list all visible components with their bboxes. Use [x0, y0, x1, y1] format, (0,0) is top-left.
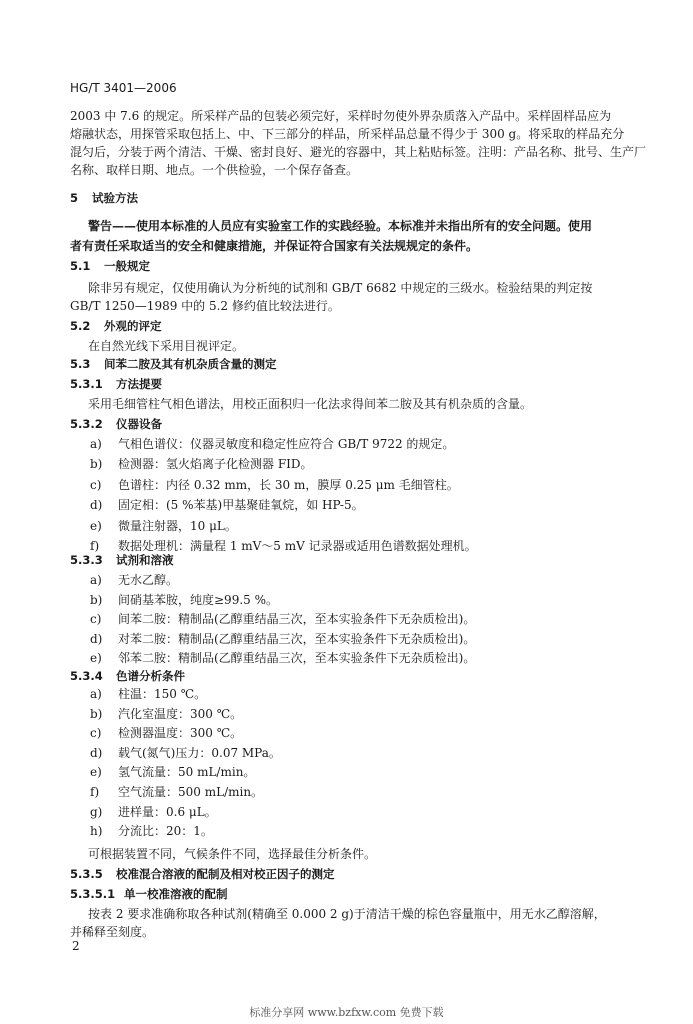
- reagent-item-label: d): [90, 631, 103, 646]
- condition-item-text: 载气(氮气)压力：0.07 MPa。: [118, 745, 281, 760]
- reagent-item-label: e): [90, 651, 102, 666]
- section-5-3-title: 间苯二胺及其有机杂质含量的测定: [104, 357, 277, 371]
- condition-item-label: b): [90, 706, 103, 721]
- intro-line-1: 2003 中 7.6 的规定。所采样产品的包装必须完好，采样时勿使外界杂质落入产品中。采样固样品应为: [70, 109, 612, 123]
- condition-item-label: c): [90, 726, 102, 741]
- condition-item-text: 柱温：150 ℃。: [118, 687, 207, 701]
- condition-item-label: f): [90, 785, 100, 799]
- equipment-item-label: c): [90, 477, 102, 492]
- condition-item-text: 分流比：20：1。: [118, 824, 213, 839]
- reagent-item-text: 邻苯二胺：精制品(乙醇重结晶三次，至本实验条件下无杂质检出)。: [118, 651, 476, 666]
- section-5-3-5-1-text-2: 并稀释至刻度。: [70, 925, 155, 939]
- intro-line-4: 名称、取样日期、地点。一个供检验，一个保存备查。: [70, 163, 359, 177]
- equipment-item-text: 色谱柱：内径 0.32 mm，长 30 m，膜厚 0.25 μm 毛细管柱。: [118, 477, 459, 492]
- section-5-number: 5: [70, 191, 79, 205]
- section-5-title: 试验方法: [92, 191, 138, 205]
- reagent-item-text: 无水乙醇。: [118, 573, 179, 587]
- reagent-item-label: a): [90, 573, 102, 587]
- section-5-3-1-text: 采用毛细管柱气相色谱法，用校正面积归一化法求得间苯二胺及其有机杂质的含量。: [88, 397, 533, 411]
- reagent-item-label: c): [90, 612, 102, 627]
- condition-item-text: 氢气流量：50 mL/min。: [118, 765, 256, 780]
- equipment-item-label: f): [90, 539, 100, 553]
- section-5-3-1-title: 方法提要: [116, 377, 162, 391]
- equipment-item-text: 固定相：(5 %苯基)甲基聚硅氧烷，如 HP-5。: [118, 498, 364, 513]
- section-5-2-title: 外观的评定: [104, 319, 162, 333]
- condition-item-text: 空气流量：500 mL/min。: [118, 785, 264, 799]
- standard-header: HG/T 3401—2006: [70, 81, 177, 95]
- section-5-2-number: 5.2: [70, 319, 91, 333]
- intro-line-2: 熔融状态，用探管采取包括上、中、下三部分的样品，所采样品总量不得少于 300 g。将采取的样品充分: [70, 127, 625, 141]
- reagent-item-label: b): [90, 592, 103, 607]
- section-5-3-3-number: 5.3.3: [70, 553, 103, 567]
- equipment-item-text: 数据处理机：满量程 1 mV～5 mV 记录器或适用色谱数据处理机。: [118, 539, 477, 553]
- section-5-3-5-1-title: 单一校准溶液的配制: [124, 887, 228, 901]
- condition-item-text: 汽化室温度：300 ℃。: [118, 706, 243, 721]
- condition-item-label: h): [90, 824, 103, 839]
- condition-item-label: a): [90, 687, 102, 701]
- section-5-3-5-title: 校准混合溶液的配制及相对校正因子的测定: [116, 867, 335, 881]
- section-5-3-number: 5.3: [70, 357, 91, 371]
- section-5-2-text: 在自然光线下采用目视评定。: [88, 339, 245, 353]
- section-5-3-2-number: 5.3.2: [70, 417, 103, 431]
- section-5-3-5-1-text-1: 按表 2 要求准确称取各种试剂(精确至 0.000 2 g)于清洁干燥的棕色容量瓶中，用无水乙醇溶解，: [88, 907, 606, 921]
- reagent-item-text: 间硝基苯胺，纯度≥99.5 %。: [118, 592, 278, 607]
- equipment-item-text: 微量注射器，10 μL。: [118, 518, 237, 533]
- condition-item-label: g): [90, 804, 103, 819]
- section-5-1-title: 一般规定: [104, 259, 150, 273]
- equipment-item-text: 气相色谱仪：仪器灵敏度和稳定性应符合 GB/T 9722 的规定。: [118, 437, 455, 451]
- section-5-3-3-title: 试剂和溶液: [116, 553, 174, 567]
- section-5-3-1-number: 5.3.1: [70, 377, 103, 391]
- section-5-3-2-title: 仪器设备: [116, 417, 162, 431]
- equipment-item-label: d): [90, 498, 103, 513]
- section-5-3-5-number: 5.3.5: [70, 867, 103, 881]
- section-5-3-4-number: 5.3.4: [70, 669, 103, 683]
- section-5-3-4-note: 可根据装置不同，气候条件不同，选择最佳分析条件。: [88, 847, 377, 861]
- equipment-item-label: b): [90, 457, 103, 472]
- page-number: 2: [72, 939, 80, 953]
- reagent-item-text: 间苯二胺：精制品(乙醇重结晶三次，至本实验条件下无杂质检出)。: [118, 612, 476, 627]
- section-5-3-5-1-number: 5.3.5.1: [70, 887, 116, 901]
- section-5-1-text-2: GB/T 1250—1989 中的 5.2 修约值比较法进行。: [70, 299, 340, 313]
- condition-item-label: d): [90, 745, 103, 760]
- watermark-footer: 标准分享网 www.bzfxw.com 免费下载: [249, 1006, 444, 1019]
- section-5-1-text-1: 除非另有规定，仅使用确认为分析纯的试剂和 GB/T 6682 中规定的三级水。检验结果的判定按: [88, 281, 593, 295]
- warning-line-1: 警告——使用本标准的人员应有实验室工作的实践经验。本标准并未指出所有的安全问题。使用: [88, 219, 593, 233]
- intro-line-3: 混匀后，分装于两个清洁、干燥、密封良好、避光的容器中，其上粘贴标签。注明：产品名称、批号、生产厂: [70, 145, 647, 159]
- equipment-item-label: e): [90, 518, 102, 533]
- warning-line-2: 者有责任采取适当的安全和健康措施，并保证符合国家有关法规规定的条件。: [70, 239, 479, 253]
- equipment-item-label: a): [90, 437, 102, 451]
- equipment-item-text: 检测器：氢火焰离子化检测器 FID。: [118, 457, 313, 472]
- condition-item-text: 进样量：0.6 μL。: [118, 804, 217, 819]
- section-5-3-4-title: 色谱分析条件: [116, 669, 185, 683]
- section-5-1-number: 5.1: [70, 259, 91, 273]
- condition-item-text: 检测器温度：300 ℃。: [118, 726, 243, 741]
- condition-item-label: e): [90, 765, 102, 780]
- reagent-item-text: 对苯二胺：精制品(乙醇重结晶三次，至本实验条件下无杂质检出)。: [118, 631, 476, 646]
